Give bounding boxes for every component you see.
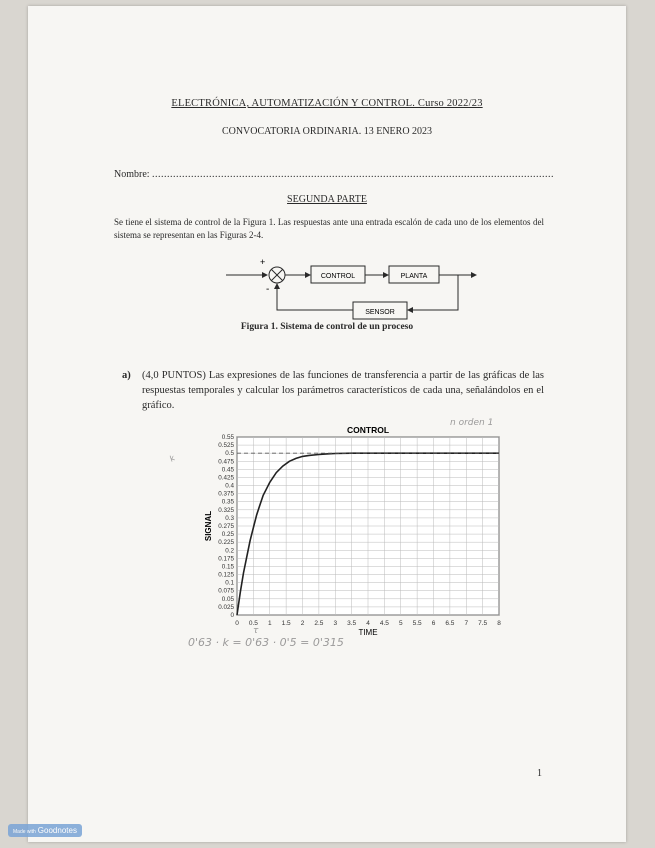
control-block-label: CONTROL (320, 273, 356, 280)
x-tick-label: 2 (300, 620, 305, 627)
intro-paragraph: Se tiene el sistema de control de la Figura 1. Las respuestas ante una entrada escalón de cada uno de los elementos del sistema se representan en las Figuras 2-4. (114, 217, 544, 240)
y-tick-label: 0.45 (221, 466, 234, 474)
y-tick-label: 0.225 (218, 539, 234, 547)
section-title: SEGUNDA PARTE (287, 194, 367, 205)
question-a-text: (4,0 PUNTOS) Las expresiones de las funciones de transferencia a partir de las gráficas de las respuestas temporales y calcular los parámetros característicos de cada una, señalándolos en el gráfico. (142, 370, 544, 411)
y-tick-label: 0.3 (225, 514, 234, 522)
y-tick-label: 0.075 (218, 587, 234, 595)
minus-sign: - (266, 284, 270, 295)
x-tick-label: 8 (497, 620, 501, 627)
figure1-caption: Figura 1. Sistema de control de un proceso (240, 322, 414, 332)
y-tick-label: 0 (230, 612, 234, 619)
x-tick-label: 3.5 (347, 620, 357, 627)
question-a (124, 368, 544, 413)
x-tick-label: 0 (235, 620, 239, 627)
exam-session: CONVOCATORIA ORDINARIA. 13 ENERO 2023 (221, 126, 433, 137)
y-tick-label: 0.2 (225, 547, 234, 555)
x-tick-label: 3 (333, 620, 338, 627)
exam-sheet (28, 6, 626, 842)
x-tick-label: 7 (464, 620, 469, 627)
x-tick-label: 0.5 (248, 620, 258, 627)
handwritten-calculation: 0'63 · k = 0'63 · 0'5 = 0'315 (188, 636, 344, 649)
x-tick-label: 1 (267, 620, 272, 627)
sensor-block-label: SENSOR (365, 309, 395, 316)
x-tick-label: 4 (366, 620, 370, 627)
question-a-label: a) (122, 370, 131, 381)
handwritten-order-note: n orden 1 (450, 418, 494, 428)
exam-title: ELECTRÓNICA, AUTOMATIZACIÓN Y CONTROL. Curso 2022/23 (171, 98, 483, 109)
x-tick-label: 7.5 (478, 620, 488, 627)
x-tick-label: 2.5 (314, 620, 324, 627)
page-number: 1 (537, 768, 542, 779)
x-tick-label: 5 (398, 620, 403, 627)
handwritten-tau: τ (253, 626, 259, 636)
y-tick-label: 0.325 (218, 506, 234, 514)
name-line (114, 169, 555, 180)
x-tick-label: 5.5 (412, 620, 422, 627)
y-tick-label: 0.35 (221, 498, 234, 506)
block-diagram (224, 254, 484, 320)
x-axis-label: TIME (358, 628, 378, 637)
badge-prefix: Made with (13, 829, 36, 835)
chart-title: CONTROL (346, 425, 390, 435)
name-label: Nombre: (114, 169, 150, 180)
y-tick-label: 0.375 (218, 490, 234, 498)
y-tick-label: 0.55 (221, 434, 234, 441)
y-tick-label: 0.4 (225, 482, 234, 490)
x-tick-label: 4.5 (379, 620, 389, 627)
x-tick-label: 6 (431, 620, 436, 627)
badge-name: Goodnotes (37, 826, 77, 835)
summing-junction (269, 267, 285, 283)
control-step-chart (171, 421, 501, 641)
x-tick-label: 6.5 (445, 620, 455, 627)
y-tick-label: 0.25 (221, 531, 234, 539)
y-tick-label: 0.475 (218, 458, 234, 466)
plus-sign: + (260, 257, 266, 267)
y-tick-label: 0.5 (225, 450, 234, 458)
y-tick-label: 0.1 (225, 579, 234, 587)
y-tick-label: 0.05 (221, 595, 234, 603)
y-tick-label: 0.525 (218, 442, 234, 450)
feedback-path (277, 284, 353, 310)
y-tick-label: 0.15 (221, 563, 234, 571)
y-axis-label: SIGNAL (204, 510, 213, 542)
name-dots: ...................................................................................................................................... (152, 169, 555, 180)
y-tick-label: 0.175 (218, 555, 234, 563)
y-tick-label: 0.275 (218, 523, 234, 530)
y-tick-label: 0.425 (218, 474, 234, 482)
y-tick-label: 0.125 (218, 571, 234, 579)
goodnotes-badge (8, 824, 82, 837)
handwritten-k: k (168, 453, 177, 464)
y-tick-label: 0.025 (218, 603, 234, 611)
x-tick-label: 1.5 (281, 620, 291, 627)
plant-block-label: PLANTA (400, 273, 428, 280)
